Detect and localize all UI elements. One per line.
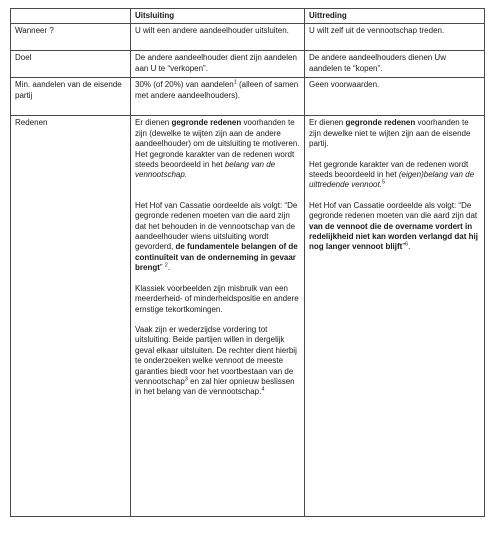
text-run: .: [408, 242, 411, 252]
paragraph-spacer: [309, 191, 480, 201]
paragraph-spacer: [135, 315, 300, 325]
footnote-ref-4[interactable]: 4: [261, 386, 265, 393]
min-uitsluiting-text-a: 30% (of 20%) van aandelen: [135, 80, 234, 90]
header-uittreding: Uittreding: [305, 9, 485, 24]
table-row-redenen: [11, 116, 485, 517]
uitsluiting-paragraph-2: [135, 201, 300, 274]
table-row-min-aandelen: [11, 78, 485, 116]
text-run: Het Hof van Cassatie oordeelde als volgt: “De gegronde redenen moeten van die aard zijn dat: [309, 200, 478, 221]
italic-run: (eigen)belang van de uittredende vennoot.: [309, 170, 475, 190]
text-run: voorhanden te zijn dewelke niet te wijten zijn aan de eisende partij.: [309, 118, 471, 149]
bold-run: de fundamentele belangen of de continuïteit van de onderneming in gevaar brengt: [135, 242, 298, 273]
bold-run: gegronde redenen: [171, 118, 242, 128]
row-label-redenen: Redenen: [11, 116, 131, 517]
row-label-wanneer: Wanneer ?: [11, 24, 131, 51]
row-label-min-aandelen: Min. aandelen van de eisende partij: [11, 78, 131, 116]
text-run: Er dienen: [135, 118, 172, 128]
table-row-doel: [11, 51, 485, 78]
text-run: ”: [159, 263, 165, 273]
italic-run: belang van de vennootschap.: [135, 160, 276, 180]
text-run: Het gegronde karakter van de redenen wordt steeds beoordeeld in het: [309, 159, 469, 180]
uitsluiting-paragraph-3: Klassiek voorbeelden zijn misbruik van een meerderheid- of minderheidspositie en andere ernstige tekortkomingen.: [135, 283, 299, 314]
cell-doel-uitsluiting: De andere aandeelhouder dient zijn aandelen aan U te “verkopen”.: [131, 51, 305, 78]
cell-min-aandelen-uitsluiting: [131, 78, 305, 116]
text-run: Er dienen: [309, 118, 346, 128]
header-uitsluiting: Uitsluiting: [131, 9, 305, 24]
min-uitsluiting-text-b: (alleen of samen met andere aandeelhouders).: [135, 80, 299, 100]
uittreding-paragraph-2: [309, 160, 480, 191]
paragraph-spacer: [135, 181, 300, 201]
cell-redenen-uittreding: [305, 116, 485, 517]
footnote-ref-6[interactable]: 6: [405, 241, 409, 248]
uitsluiting-paragraph-4: [135, 325, 300, 398]
uittreding-paragraph-3: [309, 201, 480, 253]
paragraph-spacer: [309, 150, 480, 160]
paragraph-spacer: [135, 274, 300, 284]
comparison-table: [10, 8, 485, 517]
cell-wanneer-uittreding: U wilt zelf uit de vennootschap treden.: [305, 24, 485, 51]
bold-run: van de vennoot die de overname vordert in redelijkheid niet kan worden verlangd dat hij nog langer vennoot blijft: [309, 221, 478, 252]
cell-doel-uittreding: De andere aandeelhouders dienen Uw aandelen te “kopen”.: [305, 51, 485, 78]
header-blank-cell: [11, 9, 131, 24]
cell-redenen-uitsluiting: [131, 116, 305, 517]
footnote-ref-3[interactable]: 3: [184, 376, 188, 383]
uitsluiting-paragraph-1: [135, 118, 300, 180]
row-label-doel: Doel: [11, 51, 131, 78]
uittreding-paragraph-1: [309, 118, 480, 149]
cell-min-aandelen-uittreding: Geen voorwaarden.: [305, 78, 485, 116]
text-run: en zal hier opnieuw beslissen in het belang van de vennootschap.: [135, 376, 295, 397]
text-run: Het Hof van Cassatie oordeelde als volgt: “De gegronde redenen moeten van die aard zijn dat het behouden in de vennootschap van de aandeelhouder wiens uitsluiting wordt gevorderd,: [135, 200, 298, 252]
footnote-ref-1[interactable]: 1: [233, 79, 237, 86]
bold-run: gegronde redenen: [345, 118, 416, 128]
text-run: Vaak zijn er wederzijdse vordering tot uitsluiting. Beide partijen willen in dergelijk geval elkaar uitsluiten. De rechter dient hierbij te onderzoeken welke vennoot de meeste garanties biedt voor het voortbestaan van de vennootschap: [135, 324, 297, 386]
cell-wanneer-uitsluiting: U wilt een andere aandeelhouder uitsluiten.: [131, 24, 305, 51]
table-header-row: [11, 9, 485, 24]
comparison-document: [10, 8, 485, 517]
text-run: .: [167, 263, 171, 273]
footnote-ref-2[interactable]: 2: [164, 262, 168, 269]
table-row-wanneer: [11, 24, 485, 51]
footnote-ref-5[interactable]: 5: [381, 179, 386, 186]
text-run: ”: [402, 242, 405, 252]
text-run: voorhanden te zijn (dewelke te wijten zijn aan de andere aandeelhouder) om de uitsluiting te motiveren. Het gegronde karakter van de redenen wordt steeds beoordeeld in het: [135, 118, 300, 170]
